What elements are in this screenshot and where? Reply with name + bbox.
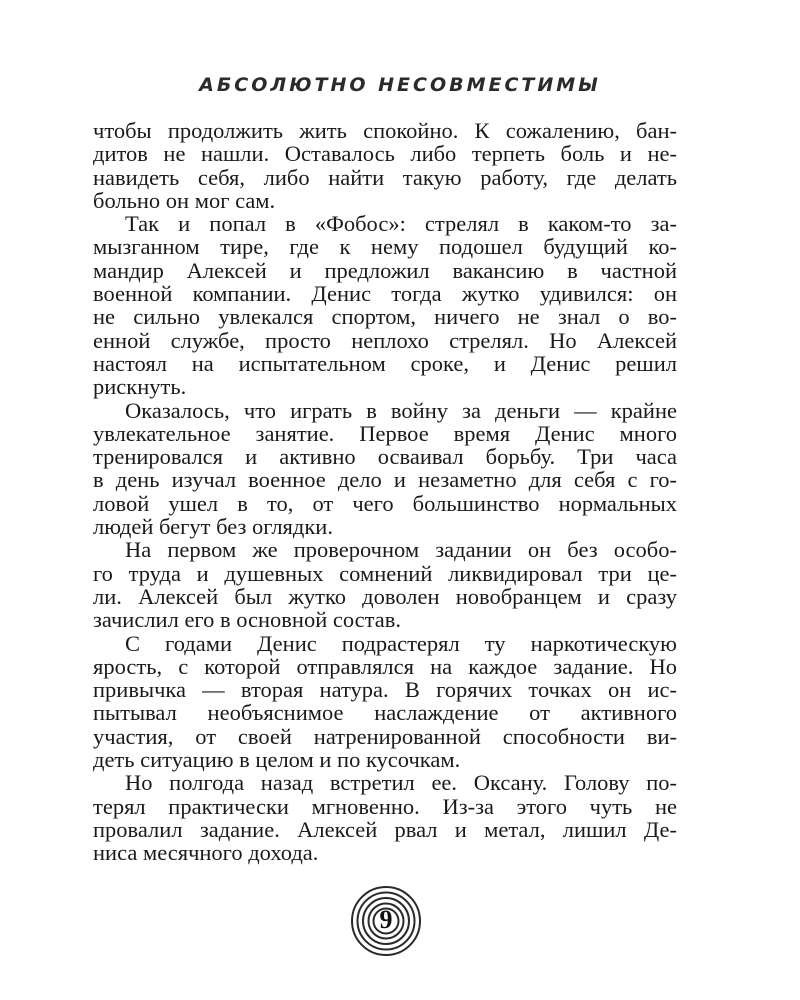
text-line: рискнуть. [93,374,187,400]
text-line: не сильно увлекался спортом, ничего не знал о во- [93,304,677,330]
text-line: ли. Алексей был жутко доволен новобранцем и сразу [93,583,677,609]
page-number: 9 [379,905,393,934]
text-line: мандир Алексей и предложил вакансию в частной [93,257,677,283]
text-line: енной службе, просто неплохо стрелял. Но Алексей [93,327,677,353]
text-line: настоял на испытательном сроке, и Денис решил [93,350,677,376]
body-text [93,119,677,865]
text-line: людей бегут без оглядки. [93,514,333,540]
text-line: мызганном тире, где к нему подошел будущий ко- [93,234,677,260]
text-line: деть ситуацию в целом и по кусочкам. [93,747,461,773]
text-line: Оказалось, что играть в войну за деньги — крайне [125,397,677,423]
text-line: Так и попал в «Фобос»: стрелял в каком-то за- [125,211,677,237]
text-line: привычка — вторая натура. В горячих точках он ис- [93,677,677,703]
text-line: го труда и душевных сомнений ликвидировал три це- [93,560,677,586]
running-header: АБСОЛЮТНО НЕСОВМЕСТИМЫ [199,74,601,96]
text-line: больно он мог сам. [93,187,276,213]
text-line: Но полгода назад встретил ее. Оксану. Голову по- [125,770,677,796]
text-line: военной компании. Денис тогда жутко удивился: он [93,281,677,307]
text-line: чтобы продолжить жить спокойно. К сожалению, бан- [93,118,677,143]
text-line: С годами Денис подрастерял ту наркотическую [125,630,677,656]
text-line: пытывал необъяснимое наслаждение от активного [93,700,677,726]
text-line: терял практически мгновенно. Из-за этого чуть не [93,793,677,819]
text-line: дитов не нашли. Оставалось либо терпеть боль и не- [93,141,677,167]
text-line: зачислил его в основной состав. [93,607,402,633]
text-line: участия, от своей натренированной способности ви- [93,723,677,749]
text-line: На первом же проверочном задании он без особо- [125,537,677,563]
text-line: провалил задание. Алексей рвал и метал, лишил Де- [93,816,677,842]
text-line: навидеть себя, либо найти такую работу, где делать [93,164,677,190]
text-line: ярость, с которой отправлялся на каждое задание. Но [93,653,677,679]
text-line: ниса месячного дохода. [93,840,319,866]
text-line: увлекательное занятие. Первое время Денис много [93,420,677,446]
text-line: в день изучал военное дело и незаметно для себя с го- [93,467,677,493]
text-line: тренировался и активно осваивал борьбу. Три часа [93,444,677,470]
page-folio [350,885,422,957]
text-line: ловой ушел в то, от чего большинство нормальных [93,490,677,516]
